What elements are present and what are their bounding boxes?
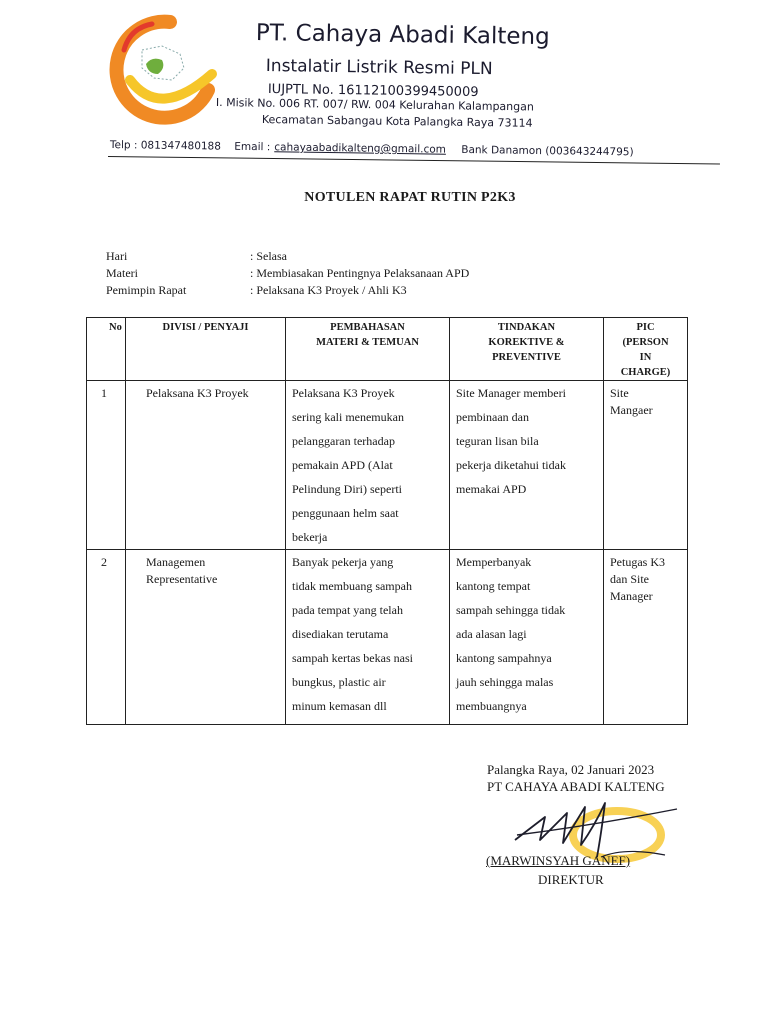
company-license: IUJPTL No. 16112100399450009 bbox=[267, 82, 479, 100]
bank-account: Bank Danamon (003643244795) bbox=[461, 143, 634, 159]
cell-no: 1 bbox=[87, 381, 126, 550]
header-divisi: DIVISI / PENYAJI bbox=[126, 318, 286, 381]
cell-divisi: Pelaksana K3 Proyek bbox=[126, 381, 286, 550]
table-header-row bbox=[87, 318, 688, 381]
meta-label: Hari bbox=[106, 249, 128, 263]
table-row bbox=[87, 550, 688, 725]
meta-label: Pemimpin Rapat bbox=[106, 283, 187, 297]
company-name: PT. Cahaya Abadi Kalteng bbox=[255, 20, 550, 51]
signatory-role: DIREKTUR bbox=[538, 872, 604, 887]
meta-value: : Pelaksana K3 Proyek / Ahli K3 bbox=[250, 283, 407, 297]
company-subtitle: Instalatir Listrik Resmi PLN bbox=[265, 56, 493, 80]
signature-place-date: Palangka Raya, 02 Januari 2023 bbox=[487, 762, 655, 777]
header-pembahasan: PEMBAHASAN MATERI & TEMUAN bbox=[286, 318, 450, 381]
cell-tindakan: Memperbanyak kantong tempat sampah sehingga tidak ada alasan lagi kantong sampahnya jauh sehingga malas membuangnya bbox=[450, 550, 604, 725]
signature-company: PT CAHAYA ABADI KALTENG bbox=[487, 779, 665, 794]
minutes-table bbox=[86, 317, 688, 725]
cell-pic: Site Mangaer bbox=[604, 381, 688, 550]
header-pic: PIC (PERSON IN CHARGE) bbox=[604, 318, 688, 381]
header-no: No bbox=[87, 318, 126, 381]
cell-pic: Petugas K3 dan Site Manager bbox=[604, 550, 688, 725]
document-title: NOTULEN RAPAT RUTIN P2K3 bbox=[304, 190, 516, 205]
email-address: cahayaabadikalteng@gmail.com bbox=[274, 141, 447, 156]
company-address-line1: I. Misik No. 006 RT. 007/ RW. 004 Kelurahan Kalampangan bbox=[215, 96, 534, 114]
company-address-line2: Kecamatan Sabangau Kota Palangka Raya 73114 bbox=[261, 113, 533, 130]
meta-label: Materi bbox=[106, 266, 138, 280]
cell-pembahasan: Banyak pekerja yang tidak membuang sampah pada tempat yang telah disediakan terutama sampah kertas bekas nasi bungkus, plastic air minum kemasan dll bbox=[286, 550, 450, 725]
company-logo bbox=[100, 10, 220, 130]
cell-pembahasan: Pelaksana K3 Proyek sering kali menemukan pelanggaran terhadap pemakain APD (Alat Pelindung Diri) seperti penggunaan helm saat bekerja bbox=[286, 381, 450, 550]
cell-divisi: Managemen Representative bbox=[126, 550, 286, 725]
signatory-name: (MARWINSYAH GANEF) bbox=[486, 853, 631, 868]
phone-number: Telp : 081347480188 bbox=[109, 139, 222, 153]
contact-line bbox=[110, 139, 644, 158]
cell-tindakan: Site Manager memberi pembinaan dan teguran lisan bila pekerja diketahui tidak memakai APD bbox=[450, 381, 604, 550]
email-label: Email : bbox=[234, 140, 271, 154]
cell-no: 2 bbox=[87, 550, 126, 725]
meta-value: : Membiasakan Pentingnya Pelaksanaan APD bbox=[250, 266, 470, 280]
header-tindakan: TINDAKAN KOREKTIVE & PREVENTIVE bbox=[450, 318, 604, 381]
table-row bbox=[87, 381, 688, 550]
meta-value: : Selasa bbox=[250, 249, 287, 263]
